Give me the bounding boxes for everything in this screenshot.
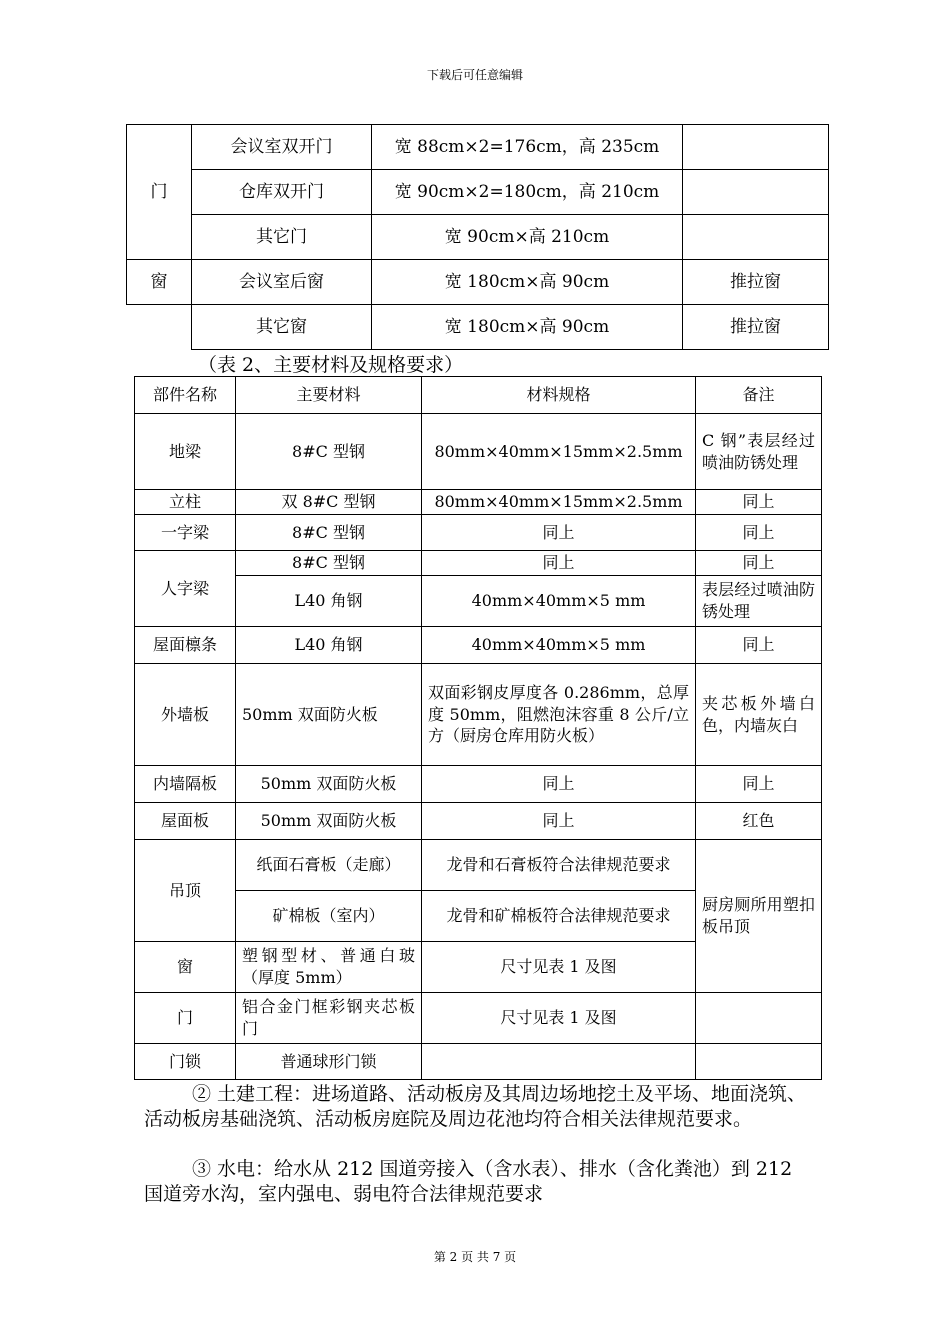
table-row: 其它窗 宽 180cm×高 90cm 推拉窗: [127, 305, 829, 350]
group-door: 门: [127, 125, 192, 260]
table-row: 其它门 宽 90cm×高 210cm: [127, 215, 829, 260]
table-row: 屋面板 50mm 双面防火板 同上 红色: [135, 803, 822, 840]
table2-caption: （表 2、主要材料及规格要求）: [198, 354, 464, 376]
table-row: 一字梁 8#C 型钢 同上 同上: [135, 515, 822, 551]
door-window-size-table: [126, 124, 829, 350]
table-row: 立柱 双 8#C 型钢 80mm×40mm×15mm×2.5mm 同上: [135, 490, 822, 515]
table-row: 门锁 普通球形门锁: [135, 1044, 822, 1080]
table-row: 矿棉板（室内） 龙骨和矿棉板符合法律规范要求: [135, 891, 822, 942]
table-row: 窗 塑钢型材、普通白玻（厚度 5mm） 尺寸见表 1 及图: [135, 942, 822, 993]
table-row: 仓库双开门 宽 90cm×2=180cm，高 210cm: [127, 170, 829, 215]
table-row: 门 会议室双开门 宽 88cm×2=176cm，高 235cm: [127, 125, 829, 170]
table-row: 地梁 8#C 型钢 80mm×40mm×15mm×2.5mm C 钢”表层经过喷油防锈处理: [135, 414, 822, 490]
table-row: 外墙板 50mm 双面防火板 双面彩钢皮厚度各 0.286mm，总厚度 50mm，阻燃泡沫容重 8 公斤/立方（厨房仓库用防火板） 夹芯板外墙白色，内墙灰白: [135, 664, 822, 766]
table-row: L40 角钢 40mm×40mm×5 mm 表层经过喷油防锈处理: [135, 576, 822, 627]
table-header-row: 部件名称 主要材料 材料规格 备注: [135, 377, 822, 414]
paragraph-water-electric: ③ 水电：给水从 212 国道旁接入（含水表）、排水（含化粪池）到 212 国道旁水沟，室内强电、弱电符合法律规范要求: [144, 1158, 793, 1205]
table-row: 屋面檩条 L40 角钢 40mm×40mm×5 mm 同上: [135, 627, 822, 664]
page-header: 下载后可任意编辑: [426, 68, 523, 82]
group-window: 窗: [127, 260, 192, 305]
table-row: 内墙隔板 50mm 双面防火板 同上 同上: [135, 766, 822, 803]
materials-spec-table: [134, 376, 822, 1080]
paragraph-civil-works: ② 土建工程：进场道路、活动板房及其周边场地挖土及平场、地面浇筑、活动板房基础浇筑、活动板房庭院及周边花池均符合相关法律规范要求。: [144, 1083, 807, 1130]
table-row: 吊顶 纸面石膏板（走廊） 龙骨和石膏板符合法律规范要求 厨房厕所用塑扣板吊顶: [135, 840, 822, 891]
table-row: 门 铝合金门框彩钢夹芯板门 尺寸见表 1 及图: [135, 993, 822, 1044]
table-row: 人字梁 8#C 型钢 同上 同上: [135, 551, 822, 576]
page-footer: 第 2 页 共 7 页: [433, 1250, 517, 1264]
table-row: 窗 会议室后窗 宽 180cm×高 90cm 推拉窗: [127, 260, 829, 305]
